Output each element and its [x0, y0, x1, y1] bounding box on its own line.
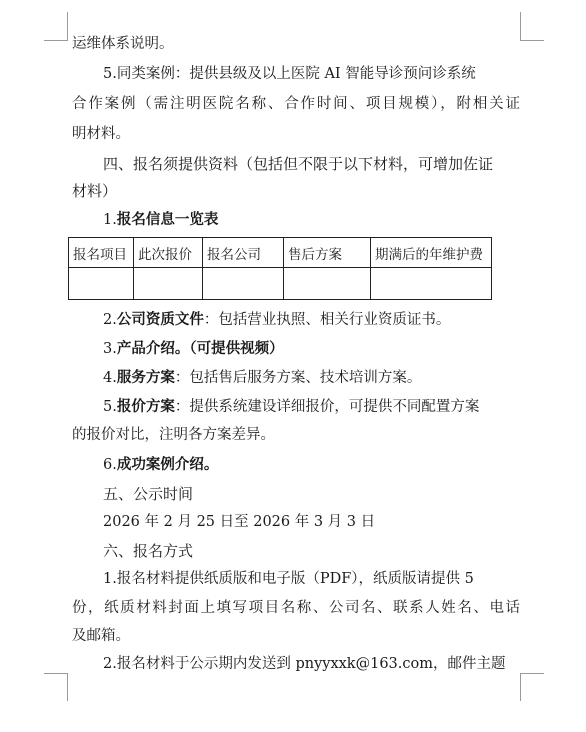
list-number: 1.	[103, 212, 117, 228]
list-number: 6.	[103, 457, 117, 473]
list-item-text: ：包括营业执照、相关行业资质证书。	[203, 312, 451, 328]
section-heading-4: 四、报名须提供资料（包括但不限于以下材料，可增加佐证	[103, 155, 494, 173]
paragraph-line: 1.报名材料提供纸质版和电子版（PDF），纸质版请提供 5	[103, 571, 474, 587]
paragraph-line: 合作案例（需注明医院名称、合作时间、项目规模），附相关证	[72, 96, 520, 112]
paragraph-line: 份，纸质材料封面上填写项目名称、公司名、联系人姓名、电话	[72, 600, 520, 616]
paragraph-line: 运维体系说明。	[72, 36, 174, 52]
section-heading-5: 五、公示时间	[103, 485, 194, 503]
registration-info-table	[68, 237, 492, 300]
paragraph-line: 的报价对比，注明各方案差异。	[72, 427, 275, 443]
list-item-3	[103, 339, 586, 359]
table-cell[interactable]	[284, 268, 371, 300]
list-item-4	[103, 368, 586, 388]
list-number: 4.	[103, 370, 117, 386]
paragraph-line: 及邮箱。	[72, 628, 130, 644]
table-header-cell: 此次报价	[134, 238, 203, 268]
paragraph-line: 2.报名材料于公示期内发送到 pnyyxxk@163.com，邮件主题	[103, 656, 506, 672]
list-item-text: ：提供系统建设详细报价，可提供不同配置方案	[174, 399, 480, 415]
table-header-cell: 期满后的年维护费	[371, 238, 492, 268]
table-cell[interactable]	[371, 268, 492, 300]
paragraph-line: 5.同类案例：提供县级及以上医院 AI 智能导诊预问诊系统	[103, 66, 476, 82]
list-item-text: ：包括售后服务方案、技术培训方案。	[174, 370, 422, 386]
table-row	[69, 268, 492, 300]
list-item-title: 服务方案	[116, 369, 175, 386]
list-item-title: 成功案例介绍。	[116, 456, 219, 473]
table-header-row	[69, 238, 492, 268]
table-cell[interactable]	[203, 268, 284, 300]
list-item-title: 产品介绍。（可提供视频）	[116, 340, 284, 357]
table-header-cell: 售后方案	[284, 238, 371, 268]
list-item-6	[103, 455, 586, 475]
list-item-title: 报名信息一览表	[116, 211, 219, 228]
list-item-1	[103, 210, 586, 230]
list-item-5	[103, 397, 586, 417]
section-heading-6: 六、报名方式	[103, 542, 194, 560]
paragraph-line: 明材料。	[72, 126, 130, 142]
section-heading-4-cont: 材料）	[72, 182, 118, 200]
notice-period: 2026 年 2 月 25 日至 2026 年 3 月 3 日	[103, 514, 376, 530]
list-item-title: 公司资质文件	[116, 311, 204, 328]
list-number: 2.	[103, 312, 117, 328]
list-number: 5.	[103, 399, 117, 415]
list-item-2	[103, 310, 586, 330]
list-item-title: 报价方案	[116, 398, 175, 415]
table-header-cell: 报名公司	[203, 238, 284, 268]
table-cell[interactable]	[134, 268, 203, 300]
list-number: 3.	[103, 341, 117, 357]
table-cell[interactable]	[69, 268, 134, 300]
table-header-cell: 报名项目	[69, 238, 134, 268]
